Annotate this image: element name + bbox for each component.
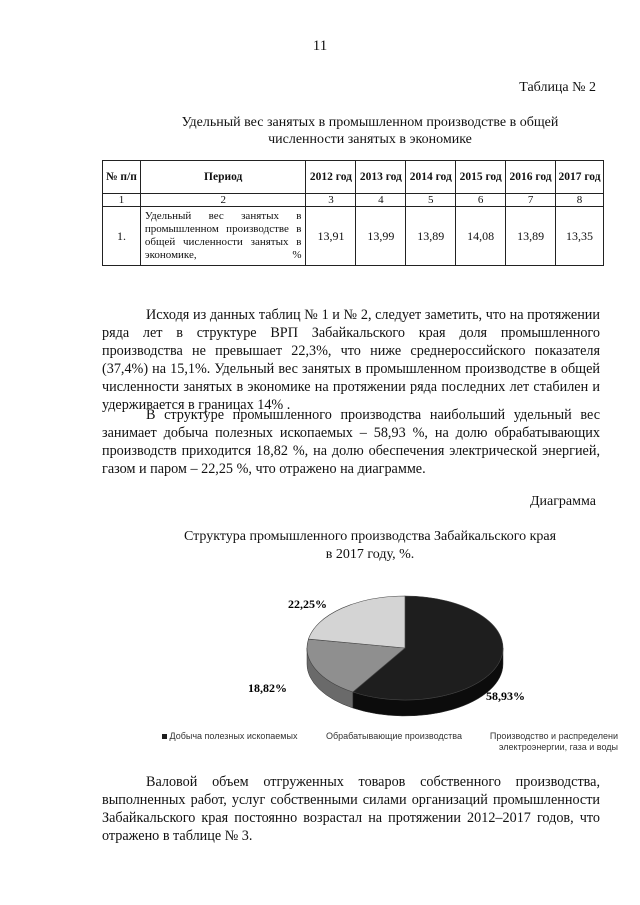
slice-label-mining: 58,93% [486, 689, 525, 703]
column-number: 7 [506, 194, 556, 207]
header-period: Период [140, 161, 306, 194]
row-value: 13,99 [356, 207, 406, 266]
column-number: 6 [456, 194, 506, 207]
header-year: 2014 год [406, 161, 456, 194]
column-number: 1 [103, 194, 141, 207]
chart-title-line-2: в 2017 году, %. [325, 547, 415, 562]
column-number-row [103, 194, 604, 207]
row-value: 14,08 [456, 207, 506, 266]
header-year: 2013 год [356, 161, 406, 194]
column-number: 2 [140, 194, 306, 207]
paragraph-3: Валовой объем отгруженных товаров собственного производства, выполненных работ, услуг собственными силами организаций промышленности Забайкальского края постоянно возрастал на протяжении 2012–2017 годов, что отражено в таблице № 3. [102, 774, 600, 844]
column-number: 8 [556, 194, 604, 207]
table-row [103, 207, 604, 266]
header-year: 2017 год [556, 161, 604, 194]
legend-label-electricity-line-2: электроэнергии, газа и воды [498, 742, 618, 752]
legend-swatch-mining [162, 734, 167, 739]
row-number: 1. [103, 207, 141, 266]
legend-label-mining: Добыча полезных ископаемых [169, 731, 298, 741]
column-number: 3 [306, 194, 356, 207]
diagram-label: Диаграмма [529, 494, 596, 509]
column-number: 4 [356, 194, 406, 207]
header-year: 2016 год [506, 161, 556, 194]
pie-top [307, 596, 503, 700]
chart-title [170, 528, 570, 564]
legend-item-manufacturing [326, 731, 462, 742]
row-indicator: Удельный вес занятых в промышленном производстве в общей численности занятых в экономике, % [140, 207, 306, 266]
header-year: 2015 год [456, 161, 506, 194]
employment-share-table [102, 160, 604, 266]
table-reference: Таблица № 2 [519, 80, 596, 95]
legend-label-manufacturing: Обрабатывающие производства [326, 731, 462, 741]
row-value: 13,89 [406, 207, 456, 266]
column-number: 5 [406, 194, 456, 207]
legend-item-electricity [478, 731, 618, 753]
slice-label-electricity: 22,25% [288, 597, 327, 611]
table-title: Удельный вес занятых в промышленном производстве в общей численности занятых в экономике [181, 115, 559, 147]
chart-title-line-1: Структура промышленного производства Забайкальского края [183, 529, 557, 544]
header-year: 2012 год [306, 161, 356, 194]
table-header-row [103, 161, 604, 194]
legend-item-mining [162, 731, 297, 742]
slice-label-manufacturing: 18,82% [248, 681, 287, 695]
row-value: 13,89 [506, 207, 556, 266]
row-value: 13,35 [556, 207, 604, 266]
header-num: № п/п [103, 161, 141, 194]
row-value: 13,91 [306, 207, 356, 266]
pie-chart [240, 590, 580, 725]
paragraph-1: Исходя из данных таблиц № 1 и № 2, следует заметить, что на протяжении ряда лет в структуре ВРП Забайкальского края доля промышленного производства не превышает 22,3%, что ниже среднероссийского показателя (37,4%) на 15,1%. Удельный вес занятых в промышленном производстве в общей численности занятых в экономике на протяжении ряда последних лет стабилен и удерживается в границах 14% . [102, 307, 600, 413]
paragraph-2: В структуре промышленного производства наибольший удельный вес занимает добыча полезных ископаемых – 58,93 %, на долю обрабатывающих производств приходится 18,82 %, на долю обеспечения электрической энергией, газом и паром – 22,25 %, что отражено на диаграмме. [102, 407, 600, 477]
page-number: 11 [312, 38, 328, 54]
legend-label-electricity-line-1: Производство и распределени [489, 731, 618, 741]
